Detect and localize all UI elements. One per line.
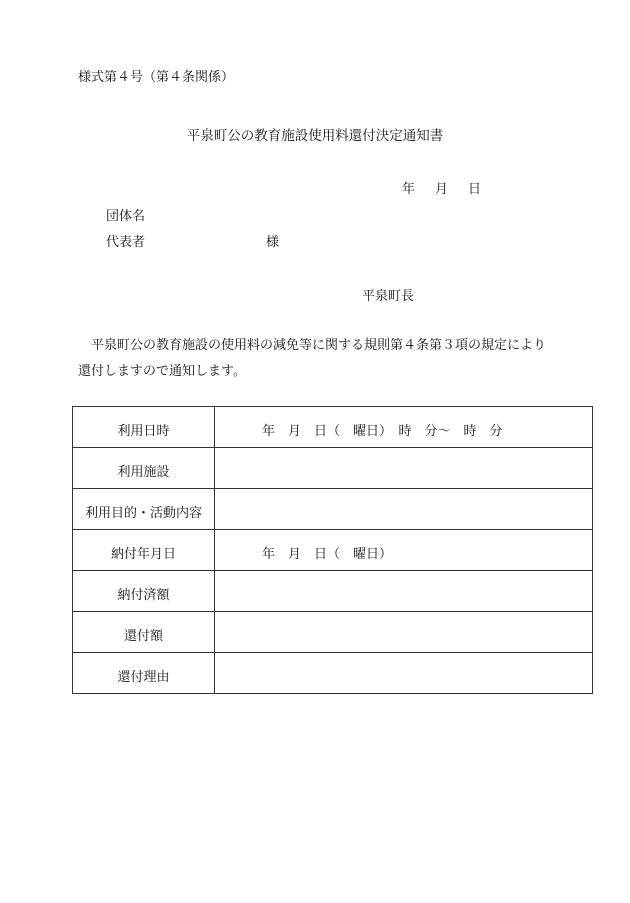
row-value-payment-date: 年 月 日（ 曜日）	[215, 530, 593, 571]
table-row	[73, 489, 593, 530]
honorific-sama: 様	[266, 235, 280, 250]
notice-body-text: 平泉町公の教育施設の使用料の減免等に関する規則第４条第３項の規定により還付しますので通知します。	[78, 338, 547, 379]
row-value-usage-datetime: 年 月 日（ 曜日） 時 分〜 時 分	[215, 407, 593, 448]
row-label-amount-paid: 納付済額	[73, 571, 215, 612]
row-value-amount-paid	[215, 571, 593, 612]
issue-date	[402, 178, 481, 197]
date-year-label: 年	[402, 182, 416, 197]
row-label-facility: 利用施設	[73, 448, 215, 489]
row-label-usage-datetime: 利用日時	[73, 407, 215, 448]
group-name-label: 団体名	[106, 209, 146, 224]
table-row	[73, 448, 593, 489]
row-value-refund-amount	[215, 612, 593, 653]
form-number: 様式第４号（第４条関係）	[78, 70, 235, 85]
issuer-name: 平泉町長	[362, 289, 415, 304]
date-month-label: 月	[435, 182, 449, 197]
row-label-refund-reason: 還付理由	[73, 653, 215, 694]
representative-label: 代表者	[106, 235, 146, 250]
row-value-facility	[215, 448, 593, 489]
table-row	[73, 612, 593, 653]
document-title: 平泉町公の教育施設使用料還付決定通知書	[186, 128, 444, 144]
row-label-purpose: 利用目的・活動内容	[73, 489, 215, 530]
table-row	[73, 407, 593, 448]
row-value-refund-reason	[215, 653, 593, 694]
table-row	[73, 530, 593, 571]
row-value-purpose	[215, 489, 593, 530]
refund-details-table	[72, 406, 593, 694]
row-label-payment-date: 納付年月日	[73, 530, 215, 571]
table-row	[73, 653, 593, 694]
row-label-refund-amount: 還付額	[73, 612, 215, 653]
date-day-label: 日	[468, 182, 482, 197]
table-row	[73, 571, 593, 612]
